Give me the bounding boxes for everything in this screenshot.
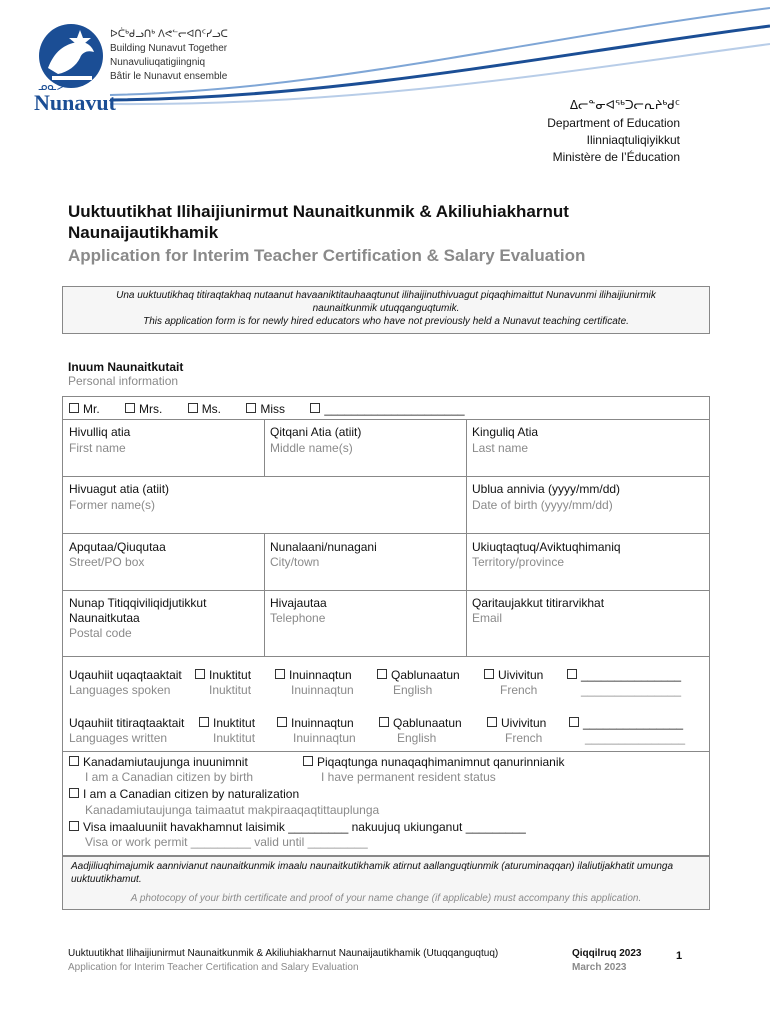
- spoken-inuktitut[interactable]: Inuktitut: [195, 668, 251, 682]
- spoken-french-sub: French: [500, 683, 538, 697]
- former-name-label: Hivuagut atia (atiit): [69, 482, 170, 496]
- department-inuinnaqtun: Ilinniaqtuliqiyikkut: [586, 133, 680, 147]
- email-field[interactable]: Email: [472, 611, 503, 625]
- note-inuinnaqtun: Aadjiliuqhimajumik aannivianut naunaitkunmik imaalu naunaitkutikhamik atirnut aallanguqtiunmik (aturuminaqqan) ilaliutijakhatit umunga uuktuutikhamut.: [71, 861, 674, 885]
- section-subheading: Personal information: [68, 374, 179, 388]
- checkbox-icon[interactable]: [379, 717, 389, 727]
- tagline-inuinnaqtun: Nunavuliuqatigiingniq: [110, 57, 206, 68]
- department-french: Ministère de l’Éducation: [552, 150, 680, 164]
- written-english-sub: English: [397, 731, 437, 745]
- written-inuktitut[interactable]: Inuktitut: [199, 716, 255, 730]
- spoken-french[interactable]: Uivivitun: [484, 668, 543, 682]
- citizen-naturalization[interactable]: I am a Canadian citizen by naturalization: [69, 787, 299, 801]
- written-other-sub: _______________: [585, 731, 686, 745]
- former-name-field[interactable]: Former name(s): [69, 498, 156, 512]
- email-label: Qaritaujakkut titirarvikhat: [472, 596, 605, 610]
- written-french[interactable]: Uivivitun: [487, 716, 546, 730]
- middle-name-label: Qitqani Atia (atiit): [270, 425, 362, 439]
- logo-syllabics: ᓄᓇᕗᑦ: [38, 81, 70, 93]
- intro-line-1: Una uuktuutikhaq titiraqtakhaq nutaanut havaaniktitauhaaqtunut ilihaijinuthivuagut piqaqhimaittut Nunavunmi ilihaijiunirmik: [116, 290, 656, 301]
- spoken-english[interactable]: Qablunaatun: [377, 668, 460, 682]
- checkbox-icon[interactable]: [277, 717, 287, 727]
- citizen-birth[interactable]: Kanadamiutaujunga inuunimnit: [69, 755, 248, 769]
- spoken-other[interactable]: _______________: [567, 668, 681, 682]
- tagline-french: Bâtir le Nunavut ensemble: [110, 71, 228, 82]
- form-title-line2: Naunaijautikhamik: [68, 223, 219, 242]
- checkbox-icon[interactable]: [125, 403, 135, 413]
- footer-date-english: March 2023: [572, 962, 627, 973]
- citizen-birth-sub: I am a Canadian citizen by birth: [85, 770, 254, 784]
- checkbox-icon[interactable]: [310, 403, 320, 413]
- phone-field[interactable]: Telephone: [270, 611, 326, 625]
- languages-written-label: Uqauhiit titiraqtaaktait: [69, 716, 185, 730]
- last-name-field[interactable]: Last name: [472, 441, 529, 455]
- spoken-inuktitut-sub: Inuktitut: [209, 683, 252, 697]
- postal-field[interactable]: Postal code: [69, 626, 132, 640]
- written-french-sub: French: [505, 731, 543, 745]
- tagline-english: Building Nunavut Together: [110, 43, 228, 54]
- tagline-syllabics: ᐅᑖᒃᑯᓗᑎᒃ ᐱᕙᓪᓕᐊᑎᑦᓯᓗᑕ: [110, 29, 228, 40]
- dob-label: Ublua annivia (yyyy/mm/dd): [472, 482, 621, 496]
- languages-spoken-label: Uqauhiit uqaqtaaktait: [69, 668, 182, 682]
- section-heading: Inuum Naunaitkutait: [68, 360, 184, 374]
- middle-name-field[interactable]: Middle name(s): [270, 441, 353, 455]
- checkbox-icon[interactable]: [569, 717, 579, 727]
- title-miss[interactable]: Miss: [246, 402, 285, 416]
- checkbox-icon[interactable]: [303, 756, 313, 766]
- territory-label: Ukiuqtaqtuq/Aviktuqhimaniq: [472, 540, 621, 554]
- permanent-resident[interactable]: Piqaqtunga nunaqaqhimanimnut qanurinnianik: [303, 755, 565, 769]
- visa-option[interactable]: Visa imaaluuniit havakhamnut laisimik _________ nakuujuq ukiunganut _________: [69, 820, 526, 834]
- checkbox-icon[interactable]: [199, 717, 209, 727]
- visa-option-sub: Visa or work permit _________ valid until _________: [85, 835, 368, 849]
- spoken-other-sub: _______________: [581, 683, 682, 697]
- footer-title-inuinnaqtun: Uuktuutikhat Ilihaijiunirmut Naunaitkunmik & Akiliuhiakharnut Naunaijautikhamik (Utuqqanguqtuq): [68, 948, 499, 959]
- page-number: 1: [676, 950, 683, 962]
- checkbox-icon[interactable]: [377, 669, 387, 679]
- title-other[interactable]: _____________________: [310, 402, 464, 416]
- intro-box: [62, 286, 710, 334]
- checkbox-icon[interactable]: [484, 669, 494, 679]
- title-mrs[interactable]: Mrs.: [125, 402, 162, 416]
- checkbox-icon[interactable]: [69, 403, 79, 413]
- department-english: Department of Education: [547, 116, 680, 130]
- checkbox-icon[interactable]: [188, 403, 198, 413]
- spoken-inuinnaqtun[interactable]: Inuinnaqtun: [275, 668, 352, 682]
- checkbox-icon[interactable]: [69, 788, 79, 798]
- footer-date-inuinnaqtun: Qiqqilruq 2023: [572, 948, 642, 959]
- written-inuinnaqtun-sub: Inuinnaqtun: [293, 731, 356, 745]
- street-field[interactable]: Street/PO box: [69, 555, 145, 569]
- intro-line-2: naunaitkunmik utuqqanguqtumik.: [312, 303, 460, 314]
- phone-label: Hivajautaa: [270, 596, 327, 610]
- citizen-naturalization-sub: Kanadamiutaujunga taimaatut makpiraaqaqtittauplunga: [85, 803, 380, 817]
- personal-info-form: [62, 396, 710, 856]
- written-other[interactable]: _______________: [569, 716, 683, 730]
- postal-label-1: Nunap Titiqqiviliqidjutikkut: [69, 596, 207, 610]
- written-inuinnaqtun[interactable]: Inuinnaqtun: [277, 716, 354, 730]
- form-title-line1: Uuktuutikhat Ilihaijiunirmut Naunaitkunmik & Akiliuhiakharnut: [68, 202, 569, 221]
- territory-field[interactable]: Territory/province: [472, 555, 565, 569]
- street-label: Apqutaa/Qiuqutaa: [69, 540, 166, 554]
- permanent-resident-sub: I have permanent resident status: [321, 770, 496, 784]
- languages-written-sublabel: Languages written: [69, 731, 168, 745]
- form-subtitle: Application for Interim Teacher Certification & Salary Evaluation: [68, 246, 586, 265]
- checkbox-icon[interactable]: [246, 403, 256, 413]
- languages-spoken-sublabel: Languages spoken: [69, 683, 171, 697]
- postal-label-2: Naunaitkutaa: [69, 611, 140, 625]
- spoken-inuinnaqtun-sub: Inuinnaqtun: [291, 683, 354, 697]
- checkbox-icon[interactable]: [69, 821, 79, 831]
- title-options: [69, 402, 465, 416]
- first-name-field[interactable]: First name: [69, 441, 126, 455]
- city-field[interactable]: City/town: [270, 555, 320, 569]
- intro-line-3: This application form is for newly hired educators who have not previously held a Nunavut teaching certificate.: [143, 316, 629, 327]
- dob-field[interactable]: Date of birth (yyyy/mm/dd): [472, 498, 613, 512]
- spoken-english-sub: English: [393, 683, 433, 697]
- department-syllabics: ᐃᓕᓐᓂᐊᖅᑐᓕᕆᔨᒃᑯᑦ: [569, 98, 680, 112]
- city-label: Nunalaani/nunagani: [270, 540, 377, 554]
- title-ms[interactable]: Ms.: [188, 402, 221, 416]
- title-mr[interactable]: Mr.: [69, 402, 100, 416]
- note-english: A photocopy of your birth certificate and proof of your name change (if applicable) must accompany this application.: [130, 893, 642, 904]
- checkbox-icon[interactable]: [195, 669, 205, 679]
- notes-box: [62, 856, 710, 910]
- checkbox-icon[interactable]: [567, 669, 577, 679]
- last-name-label: Kinguliq Atia: [472, 425, 539, 439]
- logo-wordmark: Nunavut: [34, 90, 116, 115]
- checkbox-icon[interactable]: [487, 717, 497, 727]
- first-name-label: Hivulliq atia: [69, 425, 131, 439]
- written-english[interactable]: Qablunaatun: [379, 716, 462, 730]
- checkbox-icon[interactable]: [275, 669, 285, 679]
- footer-title-english: Application for Interim Teacher Certification and Salary Evaluation: [68, 962, 359, 973]
- written-inuktitut-sub: Inuktitut: [213, 731, 256, 745]
- checkbox-icon[interactable]: [69, 756, 79, 766]
